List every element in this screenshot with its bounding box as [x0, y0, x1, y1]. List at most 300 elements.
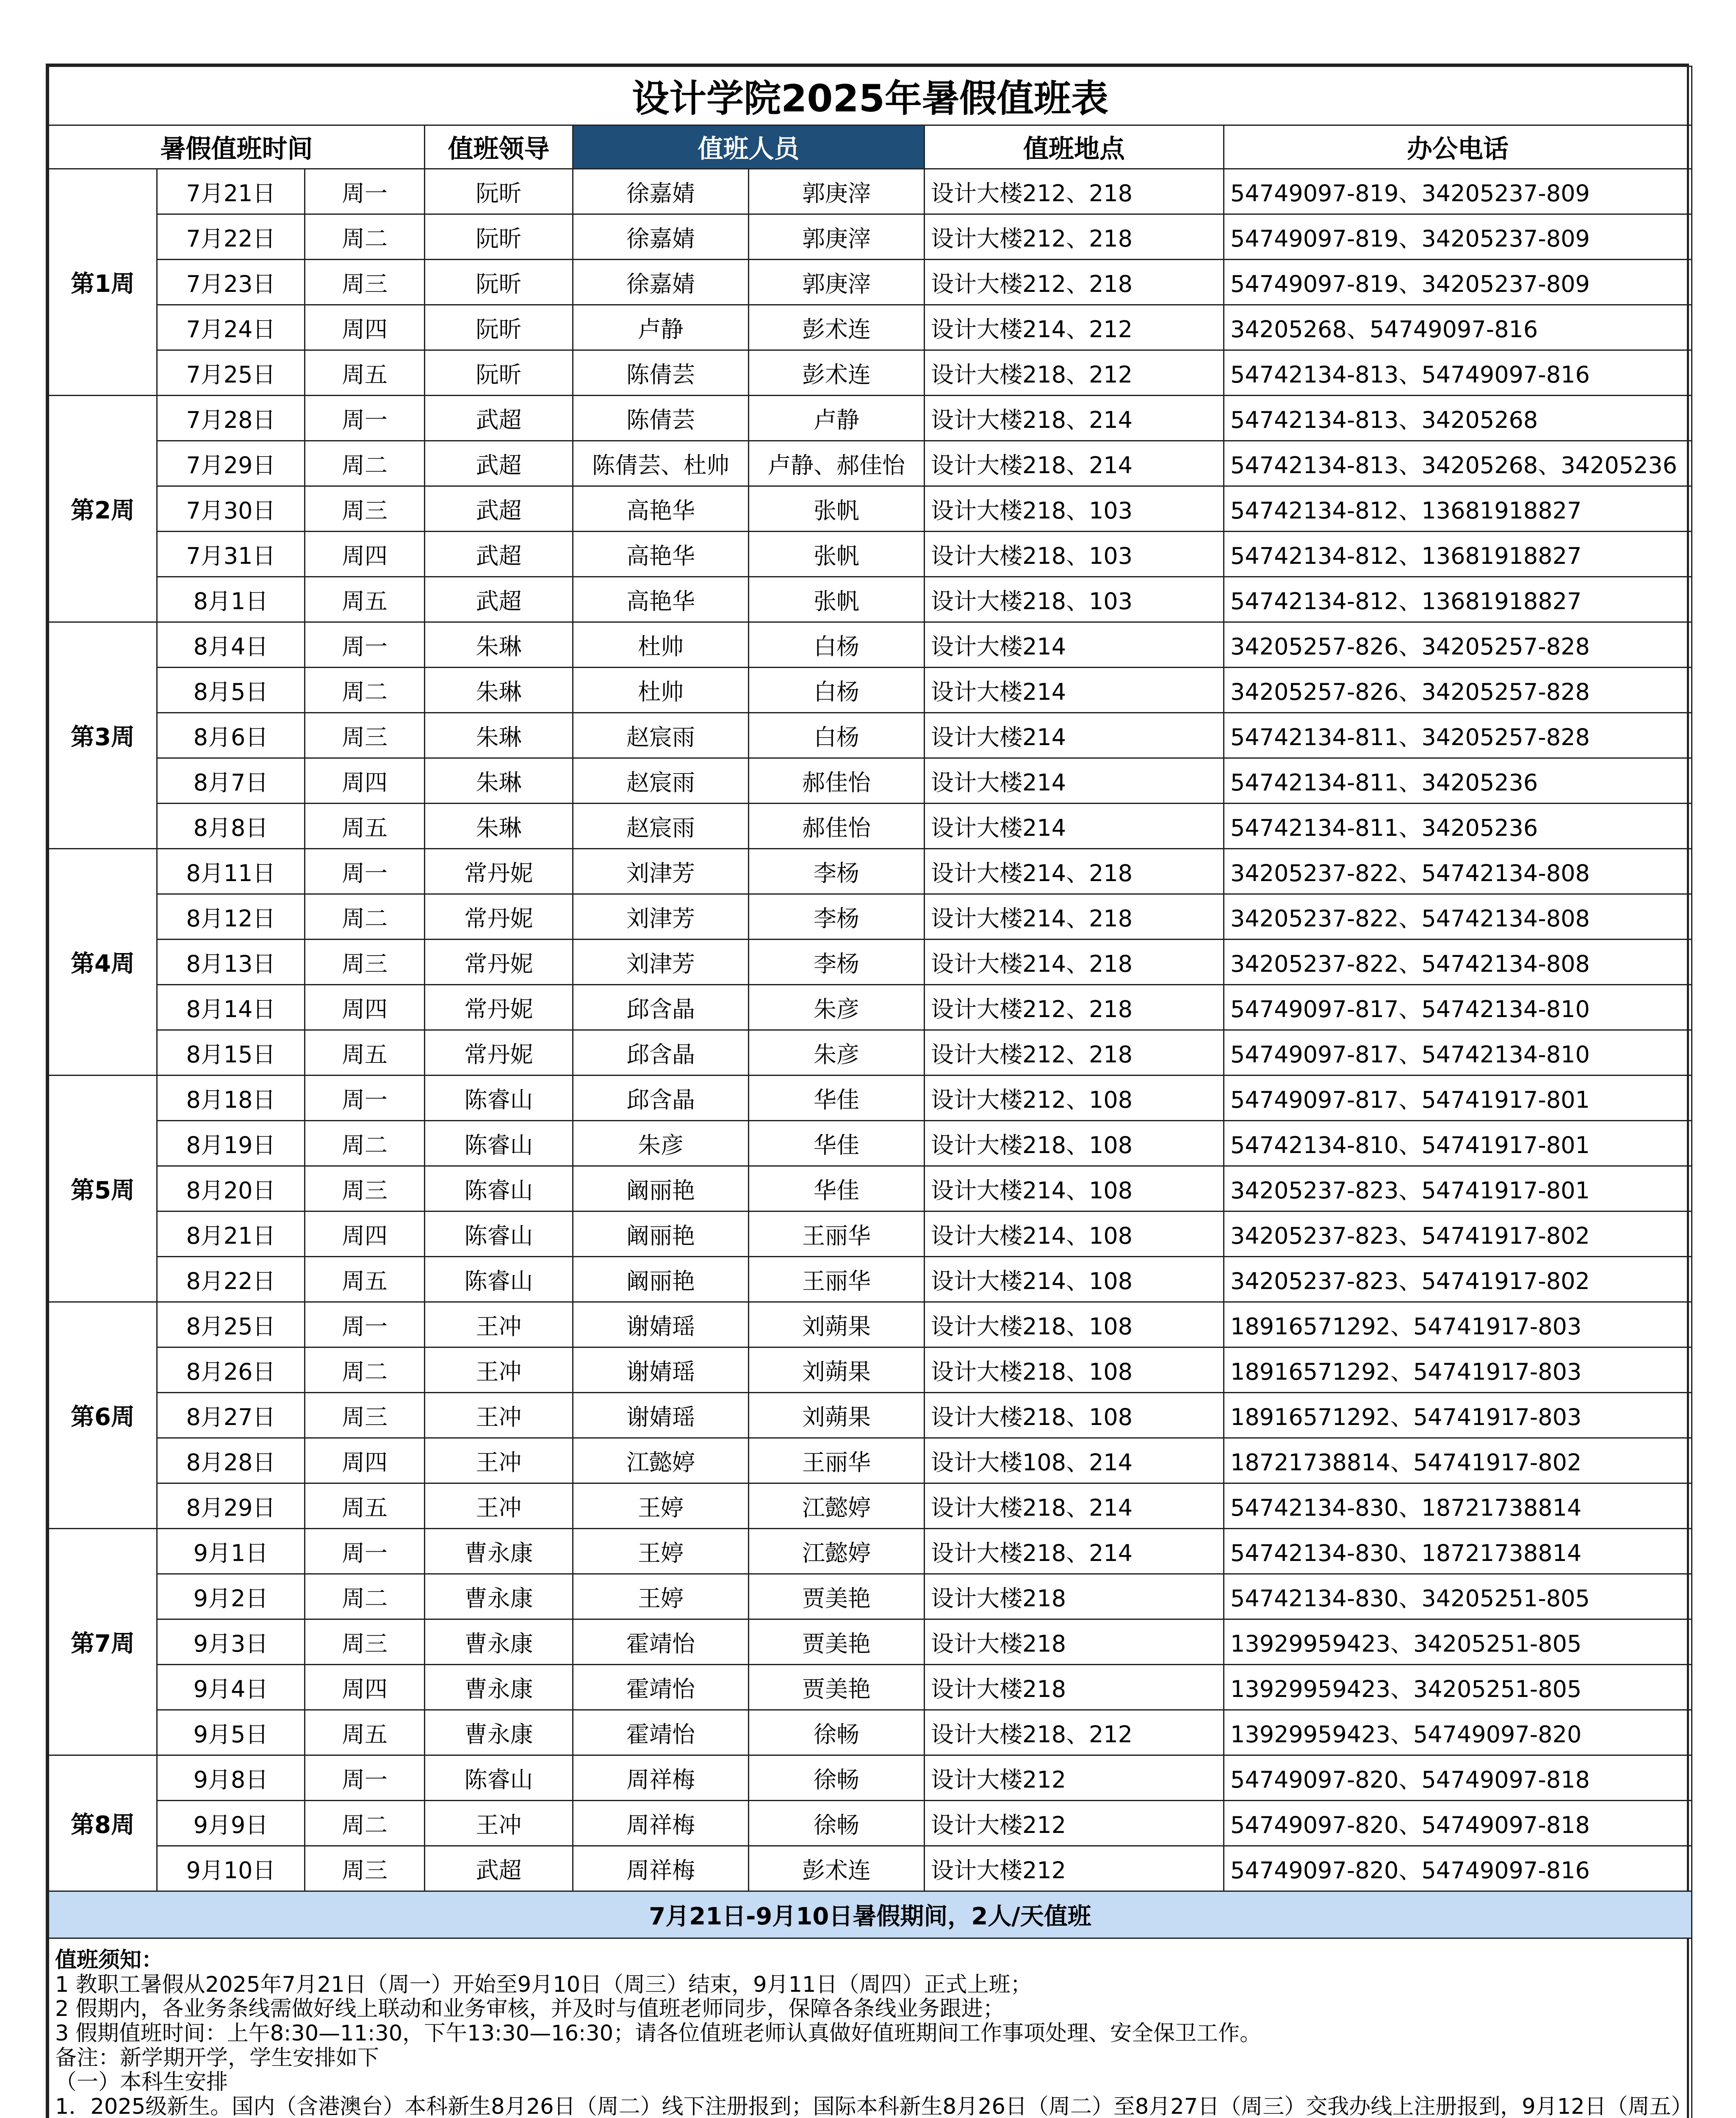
staff-cell-2: 贾美艳: [749, 1619, 925, 1665]
phone-cell: 54742134-830、18721738814: [1224, 1483, 1692, 1529]
staff-cell-2: 徐畅: [749, 1710, 925, 1755]
staff-cell-2: 王丽华: [749, 1257, 925, 1302]
staff-cell-1: 杜帅: [573, 622, 749, 668]
leader-cell: 曹永康: [425, 1710, 573, 1755]
location-cell: 设计大楼218、214: [925, 1529, 1224, 1574]
weekday-cell: 周四: [305, 305, 425, 350]
location-cell: 设计大楼212: [925, 1755, 1224, 1801]
staff-cell-1: 高艳华: [573, 577, 749, 622]
duty-notes: [49, 1938, 1692, 2118]
staff-cell-1: 周祥梅: [573, 1846, 749, 1891]
weekday-cell: 周二: [305, 441, 425, 486]
location-cell: 设计大楼218、103: [925, 486, 1224, 532]
date-cell: 7月31日: [157, 532, 305, 577]
staff-cell-2: 张帆: [749, 486, 925, 532]
header-office-phone: 办公电话: [1224, 125, 1692, 169]
table-row: [49, 1393, 1692, 1438]
table-row: [49, 1076, 1692, 1121]
phone-cell: 34205237-823、54741917-802: [1224, 1257, 1692, 1302]
location-cell: 设计大楼108、214: [925, 1438, 1224, 1483]
leader-cell: 武超: [425, 577, 573, 622]
table-row: [49, 350, 1692, 396]
date-cell: 7月23日: [157, 260, 305, 305]
staff-cell-1: 霍靖怡: [573, 1710, 749, 1755]
leader-cell: 阮昕: [425, 350, 573, 396]
weekday-cell: 周三: [305, 260, 425, 305]
phone-cell: 54749097-819、34205237-809: [1224, 260, 1692, 305]
location-cell: 设计大楼212、218: [925, 260, 1224, 305]
table-row: [49, 849, 1692, 894]
leader-cell: 阮昕: [425, 260, 573, 305]
phone-cell: 54742134-811、34205257-828: [1224, 713, 1692, 758]
staff-cell-2: 彭术连: [749, 350, 925, 396]
date-cell: 7月30日: [157, 486, 305, 532]
header-duty-time: 暑假值班时间: [49, 125, 425, 169]
location-cell: 设计大楼212、218: [925, 169, 1224, 214]
staff-cell-2: 徐畅: [749, 1801, 925, 1846]
weekday-cell: 周一: [305, 622, 425, 668]
date-cell: 8月6日: [157, 713, 305, 758]
duty-roster-table: [48, 66, 1692, 2118]
staff-cell-1: 刘津芳: [573, 849, 749, 894]
duty-roster-sheet: [46, 64, 1689, 2118]
leader-cell: 陈睿山: [425, 1257, 573, 1302]
notes-line: 1．2025级新生。国内（含港澳台）本科新生8月26日（周二）线下注册报到；国际本科新生8月26日（周二）至8月27日（周三）交我办线上注册报到，9月12日（周五）: [55, 2094, 1682, 2118]
staff-cell-1: 陈倩芸、杜帅: [573, 441, 749, 486]
phone-cell: 54742134-813、34205268、34205236: [1224, 441, 1692, 486]
phone-cell: 13929959423、34205251-805: [1224, 1665, 1692, 1710]
date-cell: 8月12日: [157, 894, 305, 940]
phone-cell: 34205237-823、54741917-801: [1224, 1166, 1692, 1211]
weekday-cell: 周三: [305, 1846, 425, 1891]
weekday-cell: 周四: [305, 1665, 425, 1710]
staff-cell-2: 李杨: [749, 849, 925, 894]
table-row: [49, 486, 1692, 532]
weekday-cell: 周三: [305, 486, 425, 532]
staff-cell-1: 王婷: [573, 1574, 749, 1619]
leader-cell: 武超: [425, 1846, 573, 1891]
date-cell: 9月2日: [157, 1574, 305, 1619]
date-cell: 8月22日: [157, 1257, 305, 1302]
weekday-cell: 周三: [305, 1166, 425, 1211]
staff-cell-2: 贾美艳: [749, 1574, 925, 1619]
date-cell: 8月15日: [157, 1030, 305, 1076]
staff-cell-2: 李杨: [749, 894, 925, 940]
phone-cell: 54742134-811、34205236: [1224, 804, 1692, 849]
weekday-cell: 周二: [305, 1347, 425, 1393]
date-cell: 9月3日: [157, 1619, 305, 1665]
staff-cell-2: 郭庚滓: [749, 214, 925, 260]
location-cell: 设计大楼214: [925, 622, 1224, 668]
staff-cell-2: 刘蒴果: [749, 1347, 925, 1393]
staff-cell-2: 李杨: [749, 940, 925, 985]
leader-cell: 朱琳: [425, 668, 573, 713]
leader-cell: 常丹妮: [425, 894, 573, 940]
header-row: [49, 125, 1692, 169]
table-row: [49, 1755, 1692, 1801]
table-row: [49, 1710, 1692, 1755]
staff-cell-2: 朱彦: [749, 1030, 925, 1076]
leader-cell: 王冲: [425, 1483, 573, 1529]
date-cell: 8月26日: [157, 1347, 305, 1393]
location-cell: 设计大楼214、212: [925, 305, 1224, 350]
staff-cell-1: 谢婧瑶: [573, 1302, 749, 1347]
phone-cell: 54749097-819、34205237-809: [1224, 214, 1692, 260]
notes-row: [49, 1938, 1692, 2118]
phone-cell: 18916571292、54741917-803: [1224, 1302, 1692, 1347]
staff-cell-1: 邱含晶: [573, 985, 749, 1030]
staff-cell-2: 王丽华: [749, 1211, 925, 1257]
leader-cell: 朱琳: [425, 622, 573, 668]
leader-cell: 王冲: [425, 1438, 573, 1483]
summary-row: [49, 1891, 1692, 1938]
date-cell: 8月4日: [157, 622, 305, 668]
weekday-cell: 周三: [305, 1393, 425, 1438]
week-label: 第6周: [49, 1302, 157, 1529]
header-duty-staff: 值班人员: [573, 125, 925, 169]
location-cell: 设计大楼218、214: [925, 396, 1224, 441]
date-cell: 7月24日: [157, 305, 305, 350]
table-row: [49, 1483, 1692, 1529]
staff-cell-1: 周祥梅: [573, 1801, 749, 1846]
weekday-cell: 周二: [305, 894, 425, 940]
weekday-cell: 周二: [305, 1121, 425, 1166]
weekday-cell: 周一: [305, 1076, 425, 1121]
table-row: [49, 532, 1692, 577]
leader-cell: 王冲: [425, 1302, 573, 1347]
leader-cell: 陈睿山: [425, 1076, 573, 1121]
leader-cell: 曹永康: [425, 1529, 573, 1574]
staff-cell-1: 卢静: [573, 305, 749, 350]
weekday-cell: 周五: [305, 350, 425, 396]
table-row: [49, 214, 1692, 260]
leader-cell: 曹永康: [425, 1619, 573, 1665]
table-row: [49, 940, 1692, 985]
location-cell: 设计大楼218、103: [925, 577, 1224, 622]
date-cell: 8月21日: [157, 1211, 305, 1257]
location-cell: 设计大楼212、218: [925, 985, 1224, 1030]
location-cell: 设计大楼218、212: [925, 1710, 1224, 1755]
leader-cell: 武超: [425, 441, 573, 486]
weekday-cell: 周三: [305, 1619, 425, 1665]
table-row: [49, 1302, 1692, 1347]
weekday-cell: 周一: [305, 849, 425, 894]
table-row: [49, 985, 1692, 1030]
weekday-cell: 周一: [305, 1529, 425, 1574]
phone-cell: 54749097-817、54742134-810: [1224, 1030, 1692, 1076]
date-cell: 7月29日: [157, 441, 305, 486]
staff-cell-2: 郝佳怡: [749, 804, 925, 849]
staff-cell-2: 刘蒴果: [749, 1393, 925, 1438]
table-row: [49, 1801, 1692, 1846]
staff-cell-1: 高艳华: [573, 486, 749, 532]
date-cell: 9月10日: [157, 1846, 305, 1891]
date-cell: 8月11日: [157, 849, 305, 894]
phone-cell: 34205268、54749097-816: [1224, 305, 1692, 350]
staff-cell-1: 阚丽艳: [573, 1166, 749, 1211]
table-row: [49, 169, 1692, 214]
leader-cell: 阮昕: [425, 214, 573, 260]
location-cell: 设计大楼218、108: [925, 1302, 1224, 1347]
weekday-cell: 周四: [305, 1211, 425, 1257]
weekday-cell: 周五: [305, 1257, 425, 1302]
location-cell: 设计大楼214、108: [925, 1166, 1224, 1211]
phone-cell: 34205237-822、54742134-808: [1224, 940, 1692, 985]
date-cell: 9月5日: [157, 1710, 305, 1755]
staff-cell-1: 王婷: [573, 1529, 749, 1574]
table-row: [49, 622, 1692, 668]
phone-cell: 54742134-830、18721738814: [1224, 1529, 1692, 1574]
weekday-cell: 周二: [305, 1574, 425, 1619]
phone-cell: 54742134-813、54749097-816: [1224, 350, 1692, 396]
table-row: [49, 1846, 1692, 1891]
leader-cell: 王冲: [425, 1801, 573, 1846]
staff-cell-1: 阚丽艳: [573, 1257, 749, 1302]
phone-cell: 54742134-830、34205251-805: [1224, 1574, 1692, 1619]
notes-line: 2 假期内，各业务条线需做好线上联动和业务审核，并及时与值班老师同步，保障各条线业务跟进；: [55, 1996, 1005, 2022]
date-cell: 8月27日: [157, 1393, 305, 1438]
table-row: [49, 1529, 1692, 1574]
weekday-cell: 周三: [305, 940, 425, 985]
staff-cell-1: 赵宸雨: [573, 713, 749, 758]
notes-line: 1 教职工暑假从2025年7月21日（周一）开始至9月10日（周三）结束，9月11日（周四）正式上班；: [55, 1972, 1032, 1997]
staff-cell-2: 华佳: [749, 1121, 925, 1166]
staff-cell-1: 霍靖怡: [573, 1619, 749, 1665]
location-cell: 设计大楼212、218: [925, 1030, 1224, 1076]
phone-cell: 54749097-819、34205237-809: [1224, 169, 1692, 214]
staff-cell-2: 华佳: [749, 1076, 925, 1121]
location-cell: 设计大楼212: [925, 1801, 1224, 1846]
week-label: 第8周: [49, 1755, 157, 1891]
staff-cell-1: 刘津芳: [573, 894, 749, 940]
phone-cell: 18916571292、54741917-803: [1224, 1347, 1692, 1393]
weekday-cell: 周一: [305, 169, 425, 214]
location-cell: 设计大楼218、108: [925, 1393, 1224, 1438]
phone-cell: 54742134-812、13681918827: [1224, 486, 1692, 532]
table-row: [49, 894, 1692, 940]
staff-cell-2: 卢静: [749, 396, 925, 441]
staff-cell-2: 王丽华: [749, 1438, 925, 1483]
weekday-cell: 周四: [305, 985, 425, 1030]
staff-cell-1: 霍靖怡: [573, 1665, 749, 1710]
location-cell: 设计大楼214: [925, 758, 1224, 804]
weekday-cell: 周一: [305, 1302, 425, 1347]
staff-cell-2: 华佳: [749, 1166, 925, 1211]
table-row: [49, 1166, 1692, 1211]
notes-title: 值班须知：: [55, 1948, 163, 1973]
phone-cell: 54742134-810、54741917-801: [1224, 1121, 1692, 1166]
staff-cell-1: 江懿婷: [573, 1438, 749, 1483]
date-cell: 9月1日: [157, 1529, 305, 1574]
staff-cell-1: 谢婧瑶: [573, 1347, 749, 1393]
table-row: [49, 1257, 1692, 1302]
summary-banner: 7月21日-9月10日暑假期间，2人/天值班: [49, 1891, 1692, 1938]
location-cell: 设计大楼214: [925, 804, 1224, 849]
location-cell: 设计大楼214、108: [925, 1211, 1224, 1257]
staff-cell-1: 徐嘉婧: [573, 214, 749, 260]
date-cell: 7月21日: [157, 169, 305, 214]
date-cell: 9月9日: [157, 1801, 305, 1846]
weekday-cell: 周五: [305, 1710, 425, 1755]
table-row: [49, 1619, 1692, 1665]
staff-cell-2: 张帆: [749, 577, 925, 622]
week-label: 第4周: [49, 849, 157, 1076]
staff-cell-2: 刘蒴果: [749, 1302, 925, 1347]
staff-cell-2: 朱彦: [749, 985, 925, 1030]
weekday-cell: 周四: [305, 532, 425, 577]
week-label: 第7周: [49, 1529, 157, 1755]
location-cell: 设计大楼214、218: [925, 849, 1224, 894]
staff-cell-1: 陈倩芸: [573, 396, 749, 441]
weekday-cell: 周二: [305, 214, 425, 260]
leader-cell: 武超: [425, 396, 573, 441]
staff-cell-1: 赵宸雨: [573, 758, 749, 804]
staff-cell-2: 彭术连: [749, 1846, 925, 1891]
leader-cell: 曹永康: [425, 1665, 573, 1710]
staff-cell-2: 江懿婷: [749, 1529, 925, 1574]
table-row: [49, 1030, 1692, 1076]
staff-cell-1: 徐嘉婧: [573, 169, 749, 214]
leader-cell: 陈睿山: [425, 1166, 573, 1211]
notes-line: （一）本科生安排: [55, 2070, 228, 2095]
phone-cell: 54742134-813、34205268: [1224, 396, 1692, 441]
table-row: [49, 260, 1692, 305]
table-row: [49, 305, 1692, 350]
staff-cell-2: 白杨: [749, 668, 925, 713]
staff-cell-1: 阚丽艳: [573, 1211, 749, 1257]
table-row: [49, 1665, 1692, 1710]
page-title: 设计学院2025年暑假值班表: [49, 67, 1692, 125]
phone-cell: 54749097-817、54741917-801: [1224, 1076, 1692, 1121]
staff-cell-2: 白杨: [749, 622, 925, 668]
date-cell: 7月28日: [157, 396, 305, 441]
location-cell: 设计大楼218、103: [925, 532, 1224, 577]
week-label: 第3周: [49, 622, 157, 849]
weekday-cell: 周五: [305, 1483, 425, 1529]
date-cell: 8月7日: [157, 758, 305, 804]
date-cell: 8月19日: [157, 1121, 305, 1166]
location-cell: 设计大楼214: [925, 713, 1224, 758]
leader-cell: 武超: [425, 486, 573, 532]
staff-cell-2: 白杨: [749, 713, 925, 758]
location-cell: 设计大楼214、108: [925, 1257, 1224, 1302]
week-label: 第2周: [49, 396, 157, 622]
location-cell: 设计大楼214、218: [925, 894, 1224, 940]
phone-cell: 18916571292、54741917-803: [1224, 1393, 1692, 1438]
location-cell: 设计大楼214、218: [925, 940, 1224, 985]
weekday-cell: 周五: [305, 804, 425, 849]
date-cell: 7月22日: [157, 214, 305, 260]
location-cell: 设计大楼212、218: [925, 214, 1224, 260]
weekday-cell: 周二: [305, 1801, 425, 1846]
leader-cell: 曹永康: [425, 1574, 573, 1619]
title-row: [49, 67, 1692, 125]
weekday-cell: 周一: [305, 396, 425, 441]
staff-cell-1: 刘津芳: [573, 940, 749, 985]
table-row: [49, 396, 1692, 441]
location-cell: 设计大楼212: [925, 1846, 1224, 1891]
week-label: 第5周: [49, 1076, 157, 1302]
weekday-cell: 周五: [305, 1030, 425, 1076]
table-row: [49, 758, 1692, 804]
weekday-cell: 周二: [305, 668, 425, 713]
staff-cell-1: 邱含晶: [573, 1076, 749, 1121]
table-row: [49, 577, 1692, 622]
weekday-cell: 周四: [305, 1438, 425, 1483]
staff-cell-2: 卢静、郝佳怡: [749, 441, 925, 486]
leader-cell: 阮昕: [425, 305, 573, 350]
date-cell: 9月8日: [157, 1755, 305, 1801]
phone-cell: 34205257-826、34205257-828: [1224, 668, 1692, 713]
date-cell: 8月18日: [157, 1076, 305, 1121]
staff-cell-2: 张帆: [749, 532, 925, 577]
leader-cell: 朱琳: [425, 758, 573, 804]
location-cell: 设计大楼218、214: [925, 441, 1224, 486]
table-row: [49, 441, 1692, 486]
table-row: [49, 1347, 1692, 1393]
weekday-cell: 周五: [305, 577, 425, 622]
staff-cell-2: 郭庚滓: [749, 169, 925, 214]
notes-line: 备注：新学期开学，学生安排如下: [55, 2045, 379, 2071]
staff-cell-1: 杜帅: [573, 668, 749, 713]
phone-cell: 34205237-822、54742134-808: [1224, 894, 1692, 940]
staff-cell-1: 陈倩芸: [573, 350, 749, 396]
staff-cell-1: 朱彦: [573, 1121, 749, 1166]
date-cell: 8月25日: [157, 1302, 305, 1347]
leader-cell: 常丹妮: [425, 985, 573, 1030]
staff-cell-2: 江懿婷: [749, 1483, 925, 1529]
phone-cell: 18721738814、54741917-802: [1224, 1438, 1692, 1483]
table-row: [49, 668, 1692, 713]
date-cell: 8月13日: [157, 940, 305, 985]
date-cell: 8月29日: [157, 1483, 305, 1529]
staff-cell-2: 郭庚滓: [749, 260, 925, 305]
leader-cell: 陈睿山: [425, 1211, 573, 1257]
location-cell: 设计大楼218、108: [925, 1347, 1224, 1393]
phone-cell: 54749097-820、54749097-818: [1224, 1801, 1692, 1846]
phone-cell: 54742134-811、34205236: [1224, 758, 1692, 804]
leader-cell: 常丹妮: [425, 940, 573, 985]
staff-cell-2: 徐畅: [749, 1755, 925, 1801]
table-row: [49, 713, 1692, 758]
date-cell: 8月1日: [157, 577, 305, 622]
week-label: 第1周: [49, 169, 157, 396]
leader-cell: 武超: [425, 532, 573, 577]
location-cell: 设计大楼214: [925, 668, 1224, 713]
location-cell: 设计大楼218: [925, 1619, 1224, 1665]
staff-cell-1: 周祥梅: [573, 1755, 749, 1801]
header-duty-location: 值班地点: [925, 125, 1224, 169]
location-cell: 设计大楼212、108: [925, 1076, 1224, 1121]
table-row: [49, 804, 1692, 849]
phone-cell: 54742134-812、13681918827: [1224, 532, 1692, 577]
leader-cell: 王冲: [425, 1347, 573, 1393]
location-cell: 设计大楼218: [925, 1665, 1224, 1710]
location-cell: 设计大楼218、212: [925, 350, 1224, 396]
table-row: [49, 1211, 1692, 1257]
weekday-cell: 周一: [305, 1755, 425, 1801]
staff-cell-1: 谢婧瑶: [573, 1393, 749, 1438]
leader-cell: 常丹妮: [425, 1030, 573, 1076]
leader-cell: 朱琳: [425, 713, 573, 758]
phone-cell: 54749097-820、54749097-818: [1224, 1755, 1692, 1801]
table-row: [49, 1574, 1692, 1619]
date-cell: 8月8日: [157, 804, 305, 849]
location-cell: 设计大楼218、214: [925, 1483, 1224, 1529]
table-row: [49, 1438, 1692, 1483]
staff-cell-1: 赵宸雨: [573, 804, 749, 849]
leader-cell: 陈睿山: [425, 1121, 573, 1166]
